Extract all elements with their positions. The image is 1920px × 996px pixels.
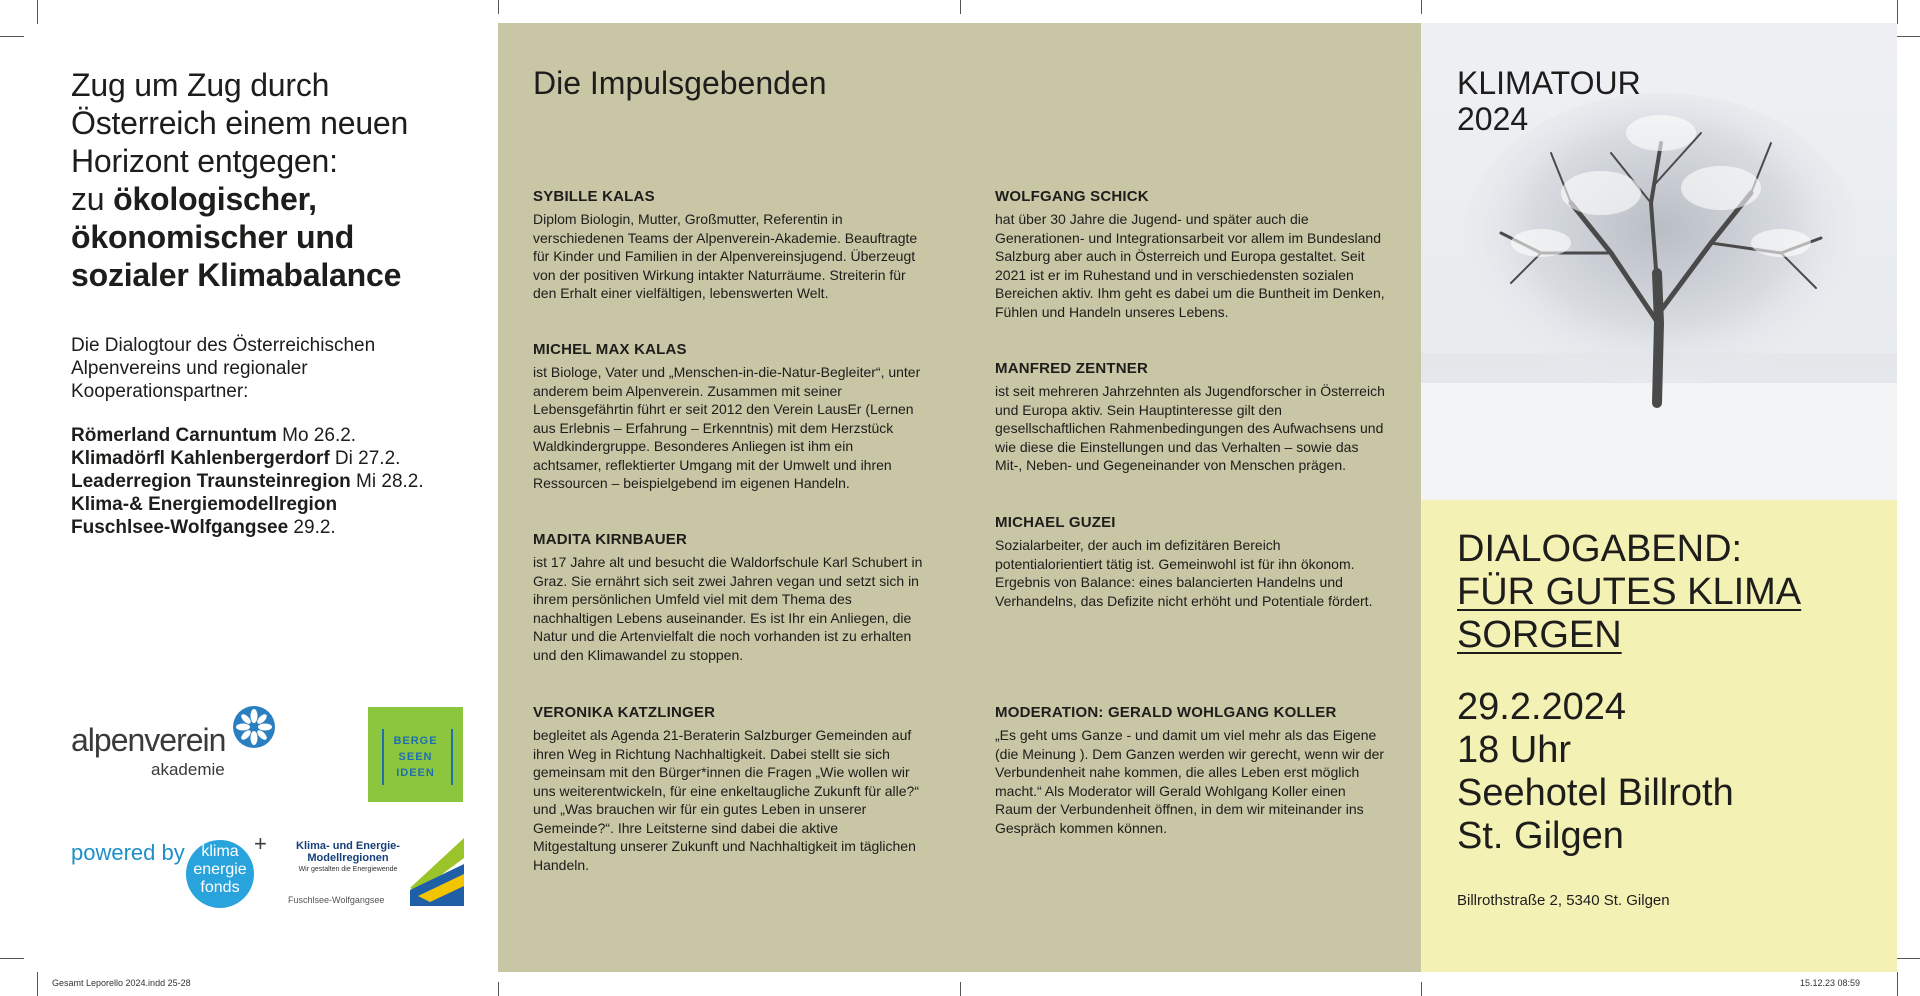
kef-line: energie [193, 861, 247, 878]
plus-icon: + [254, 831, 267, 856]
speaker-entry [533, 531, 923, 664]
event-title-line: SORGEN [1457, 614, 1622, 656]
crop-mark [498, 982, 499, 996]
tour-date-item [71, 493, 424, 516]
event-info [1421, 500, 1897, 972]
speaker-bio: ist Biologe, Vater und „Menschen-in-die-Natur-Begleiter“, unter anderem beim Alpenverein. Zusammen mit seiner Lebensgefährtin führt er seit 2012 den Verein LausEr (Lernen aus Erlebnis – Erfahrung – Erkenntnis) mit dem Herzstück Waldkindergruppe. Besonderes Anliegen ist ihm ein achtsamer, reflektierter Umgang mit der Umwelt und ihren Ressourcen – beispielgebend im eigenen Handeln. [533, 364, 921, 491]
speaker-name: MICHAEL GUZEI [995, 514, 1116, 531]
tour-place: Leaderregion Traunsteinregion [71, 471, 351, 492]
speaker-bio: Diplom Biologin, Mutter, Großmutter, Referentin in verschiedenen Teams der Alpenverein-Akademie. Beauftragte für Kinder und Familien in der Alpenvereinsjugend. Überzeugt von der positiven Wirkung intakter Naturräume. Streiterin für den Erhalt einer vielfältigen, lebenswerten Welt. [533, 211, 918, 301]
tour-date: 29.2. [288, 517, 336, 538]
speaker-entry [995, 704, 1385, 837]
akademie-wordmark: akademie [151, 760, 225, 779]
headline-line: ökonomischer und [71, 219, 355, 255]
crop-mark [1897, 0, 1898, 24]
event-title [1457, 528, 1801, 657]
intro-line: Alpenvereins und regionaler [71, 358, 308, 379]
intro-text [71, 334, 375, 403]
tour-date-item [71, 516, 424, 539]
crop-mark [498, 0, 499, 14]
speaker-bio: ist seit mehreren Jahrzehnten als Jugendforscher in Österreich und Europa aktiv. Sein Hauptinteresse gilt den gesellschaftlichen Rahmenbedingungen des Aufwachsens und wie diese die Einstellungen und das Verhalten – sowie das Mit-, Neben- und Gegeneinander von Menschen prägen. [995, 383, 1385, 473]
speaker-name: MODERATION: GERALD WOHLGANG KOLLER [995, 704, 1337, 721]
event-address: Billrothstraße 2, 5340 St. Gilgen [1457, 892, 1670, 909]
crop-mark [1421, 0, 1422, 14]
speaker-entry [995, 188, 1385, 321]
crop-mark [37, 972, 38, 996]
speaker-entry [995, 514, 1385, 610]
left-panel [0, 0, 498, 970]
headline-line: Horizont entgegen: [71, 143, 338, 179]
kem-region-label: Fuschlsee-Wolfgangsee [288, 895, 385, 905]
speaker-bio: Sozialarbeiter, der auch im defizitären Bereich potentialorientiert tätig ist. Gemeinwohl ist für ihn ökonom. Ergebnis von Balance: eines balancierten Handelns und Verhandelns, das Defizite nicht erhöht und Potentiale fördert. [995, 537, 1373, 609]
powered-by-label: powered by [71, 840, 185, 865]
speaker-name: MANFRED ZENTNER [995, 360, 1148, 377]
intro-line: Kooperationspartner: [71, 381, 249, 402]
tour-place: Römerland Carnuntum [71, 425, 277, 446]
speaker-name: WOLFGANG SCHICK [995, 188, 1149, 205]
tour-title-line: 2024 [1457, 101, 1529, 137]
kem-title-line: Modellregionen [307, 852, 389, 864]
event-town: St. Gilgen [1457, 815, 1624, 857]
kem-logo-text [288, 840, 408, 876]
alpenverein-wordmark: alpenverein [71, 722, 226, 758]
crop-mark [960, 0, 961, 14]
alpenverein-logo [71, 706, 281, 782]
crop-mark [1421, 982, 1422, 996]
speaker-entry [533, 188, 923, 303]
logo-text-line: SEEN [398, 751, 433, 763]
event-time: 18 Uhr [1457, 729, 1572, 771]
speaker-bio: begleitet als Agenda 21-Beraterin Salzburger Gemeinden auf ihren Weg in Richtung Nachhaltigkeit. Dabei stellt sie sich gemeinsam mit den Bürger*innen die Fragen „Wie wollen wir uns weiterentwickeln, für eine enkeltaugliche Zukunft für alle?“ und „Was brauchen wir für ein gutes Leben in unserer Gemeinde?“. Ihre Leitsterne sind dabei die aktive Mitgestaltung unserer Zukunft und Nachhaltigkeit im täglichen Handeln. [533, 727, 919, 873]
speaker-bio: ist 17 Jahre alt und besucht die Waldorfschule Karl Schubert in Graz. Sie ernährt sich seit zwei Jahren vegan und setzt sich in ihrem persönlichen Umfeld viel mit dem Thema des nachhaltigen Lebens auseinander. Es ist Ihr ein Anliegen, die Natur und die Artenvielfalt die noch vorhanden ist zu erhalten und den Klimawandel zu stoppen. [533, 554, 923, 663]
headline [71, 66, 408, 294]
tour-date: Mi 28.2. [350, 471, 424, 492]
event-venue: Seehotel Billroth [1457, 772, 1734, 814]
headline-line: Zug um Zug durch [71, 67, 330, 103]
speaker-name: SYBILLE KALAS [533, 188, 655, 205]
tour-date-item [71, 424, 424, 447]
print-slug-timestamp: 15.12.23 08:59 [1799, 978, 1860, 988]
kem-logo-mark [410, 838, 464, 906]
event-title-line: FÜR GUTES KLIMA [1457, 571, 1802, 613]
tour-title [1457, 65, 1641, 137]
tour-place: Klima-& Energiemodellregion [71, 494, 338, 515]
tour-date: Mo 26.2. [276, 425, 357, 446]
speaker-bio: hat über 30 Jahre die Jugend- und später auch die Generationen- und Integrationsarbeit vor allem im Bundesland Salzburg aber auch in Österreich und Europa gestaltet. Seit 2021 ist er im Ruhestand und in verschiedensten sozialen Bereichen aktiv. Ihm geht es dabei um die Buntheit im Denken, Fühlen und Handeln unseres Lebens. [995, 211, 1385, 320]
crop-mark [1896, 958, 1920, 959]
event-date: 29.2.2024 [1457, 686, 1627, 728]
logo-text-line: BERGE [393, 735, 438, 747]
tour-date-item [71, 447, 424, 470]
kef-line: fonds [200, 879, 240, 896]
speaker-entry [533, 341, 923, 493]
berge-seen-ideen-logo [368, 707, 463, 802]
klima-energie-fonds-logo [186, 831, 267, 908]
logo-text-line: IDEEN [396, 767, 435, 779]
crop-mark [1896, 36, 1920, 37]
headline-line: sozialer Klimabalance [71, 257, 402, 293]
tour-place: Klimadörfl Kahlenbergerdorf [71, 448, 330, 469]
tour-dates-list [71, 424, 424, 539]
speaker-name: VERONIKA KATZLINGER [533, 704, 716, 721]
crop-mark [960, 982, 961, 996]
headline-line: Österreich einem neuen [71, 105, 409, 141]
speaker-entry [533, 704, 923, 874]
kem-subtitle: Wir gestalten die Energiewende [298, 866, 398, 873]
tour-date: Di 27.2. [329, 448, 401, 469]
tour-title-line: KLIMATOUR [1457, 65, 1641, 101]
speaker-name: MICHEL MAX KALAS [533, 341, 687, 358]
headline-line [71, 180, 408, 218]
edelweiss-icon [233, 706, 275, 748]
speakers-panel [498, 23, 1421, 972]
cover-panel [1421, 23, 1897, 972]
event-title-line: DIALOGABEND: [1457, 528, 1743, 570]
crop-mark [1897, 972, 1898, 996]
speakers-title: Die Impulsgebenden [533, 65, 827, 101]
speaker-name: MADITA KIRNBAUER [533, 531, 688, 548]
speaker-entry [995, 360, 1385, 475]
event-details [1457, 686, 1734, 858]
tour-place: Fuschlsee-Wolfgangsee [71, 517, 289, 538]
print-slug-file: Gesamt Leporello 2024.indd 25-28 [52, 978, 191, 988]
intro-line: Die Dialogtour des Österreichischen [71, 335, 376, 356]
tour-date-item [71, 470, 424, 493]
kem-title-line: Klima- und Energie- [296, 840, 400, 852]
snowy-tree-image [1421, 23, 1897, 500]
headline-prefix: zu [71, 181, 114, 217]
headline-bold: ökologischer, [113, 181, 317, 217]
kef-line: klima [201, 843, 239, 860]
speaker-bio: „Es geht ums Ganze - und damit um viel mehr als das Eigene (die Meinung ). Dem Ganzen werden wir gerecht, wenn wir der Verbundenheit nahe kommen, die alles Leben erst möglich macht.“ Als Moderator will Gerald Wohlgang Koller einen Raum der Verbundenheit öffnen, in dem wir miteinander ins Gespräch kommen können. [995, 727, 1385, 836]
